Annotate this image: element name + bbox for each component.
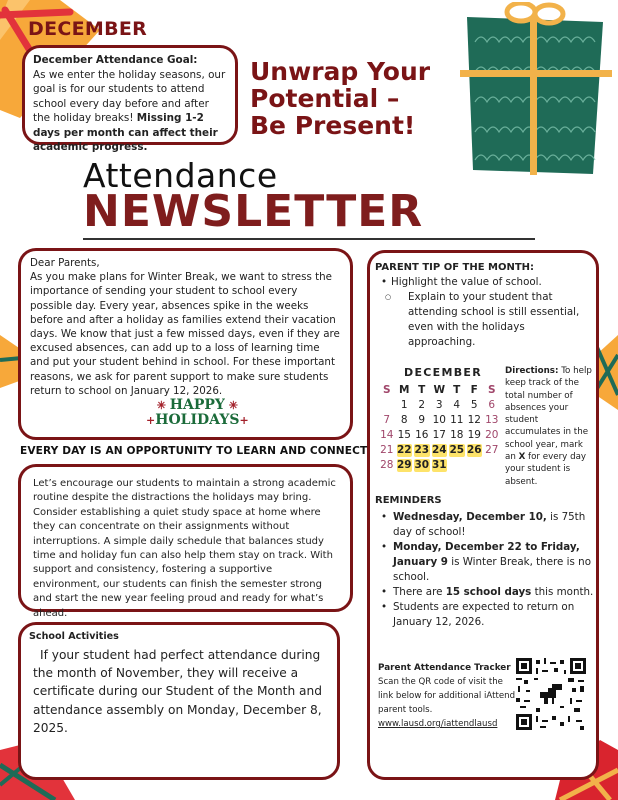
calendar-day-23[interactable]: 23 xyxy=(414,444,430,456)
goal-heading: December Attendance Goal: xyxy=(33,54,198,66)
reminder-item: • There are 15 school days this month. xyxy=(393,585,595,600)
reminders-heading: REMINDERS xyxy=(375,495,442,506)
calendar-day-6[interactable]: 6 xyxy=(488,399,496,411)
calendar-day-header: S xyxy=(382,384,391,396)
sparkle-icon: + xyxy=(239,414,249,427)
calendar-empty-cell xyxy=(378,398,396,413)
parent-tip-list xyxy=(375,275,591,290)
calendar-day-13[interactable]: 13 xyxy=(485,414,499,426)
calendar-day-26[interactable]: 26 xyxy=(466,444,482,456)
calendar-day-20[interactable]: 20 xyxy=(485,429,499,441)
section-heading-every-day: EVERY DAY IS AN OPPORTUNITY TO LEARN AND CONNECT xyxy=(20,445,368,457)
school-activities-box xyxy=(18,622,340,780)
title-divider xyxy=(83,238,535,240)
calendar-empty-cell xyxy=(483,458,501,473)
calendar-day-4[interactable]: 4 xyxy=(453,399,461,411)
goal-body: As we enter the holiday seasons, our goal is for our students to attend school every day before and after the holiday breaks! xyxy=(33,68,226,124)
parent-letter-box xyxy=(18,248,353,440)
absence-calendar xyxy=(378,365,508,473)
calendar-day-header: M xyxy=(399,384,410,396)
tracker-body: Scan the QR code of visit the link below for additional iAttend parent tools. xyxy=(378,677,516,715)
calendar-day-27[interactable]: 27 xyxy=(485,444,499,456)
calendar-day-8[interactable]: 8 xyxy=(400,414,408,426)
reminders-section xyxy=(375,493,595,630)
tracker-heading: Parent Attendance Tracker xyxy=(378,663,511,673)
calendar-day-9[interactable]: 9 xyxy=(418,414,426,426)
reminders-list xyxy=(375,510,595,630)
sparkle-icon: ✳ xyxy=(224,399,238,412)
calendar-day-5[interactable]: 5 xyxy=(470,399,478,411)
activities-body: If your student had perfect attendance during the month of November, they will receive a certificate during our Student of the Month and attendance assembly on Monday, December 8, 2025. xyxy=(33,648,322,735)
reminder-item: • Wednesday, December 10, is 75th day of school! xyxy=(393,510,595,540)
tagline: Unwrap Your Potential – Be Present! xyxy=(250,57,431,140)
parent-tip-subitem: ○ Explain to your student that attending school is still essential, even with the holidays approaching. xyxy=(375,290,591,350)
reminder-item: • Monday, December 22 to Friday, January 9 is Winter Break, there is no school. xyxy=(393,540,595,585)
right-column-box xyxy=(367,250,599,780)
gift-decoration-top-right xyxy=(455,2,615,177)
calendar-day-22[interactable]: 22 xyxy=(396,444,412,456)
parent-tip-heading: PARENT TIP OF THE MONTH: xyxy=(375,262,535,273)
calendar-day-header: T xyxy=(418,384,426,396)
calendar-day-21[interactable]: 21 xyxy=(380,444,394,456)
attendance-goal-box xyxy=(22,45,238,153)
newsletter-title-line1: Attendance xyxy=(83,156,278,195)
calendar-day-14[interactable]: 14 xyxy=(380,429,394,441)
calendar-day-19[interactable]: 19 xyxy=(467,429,481,441)
calendar-day-header: S xyxy=(487,384,496,396)
calendar-day-17[interactable]: 17 xyxy=(432,429,446,441)
calendar-day-31[interactable]: 31 xyxy=(431,459,447,471)
letter-greeting: Dear Parents, xyxy=(30,257,100,269)
calendar-title: DECEMBER xyxy=(404,366,482,379)
calendar-day-16[interactable]: 16 xyxy=(415,429,429,441)
every-day-body: Let’s encourage our students to maintain a strong academic routine despite the distractions the holidays may bring. Consider establishing a quiet study space at home where they can concentrate on their assignments without interruptions. A simple daily schedule that balances study time and holiday fun can also help them stay on track. With support and consistency, fostering a supportive environment, our students can finish the semester strong and start the new year feeling proud and ready for what’s ahead. xyxy=(33,478,336,619)
calendar-day-24[interactable]: 24 xyxy=(431,444,447,456)
calendar-day-10[interactable]: 10 xyxy=(432,414,446,426)
calendar-day-2[interactable]: 2 xyxy=(418,399,426,411)
calendar-day-25[interactable]: 25 xyxy=(449,444,465,456)
tracker-link[interactable]: www.lausd.org/iattendlausd xyxy=(378,719,498,729)
parent-tip-item: • Highlight the value of school. xyxy=(391,275,591,290)
calendar-day-18[interactable]: 18 xyxy=(450,429,464,441)
reminder-item: • Students are expected to return on January 12, 2026. xyxy=(393,600,595,630)
every-day-box xyxy=(18,464,353,619)
newsletter-title-line2: NEWSLETTER xyxy=(83,186,424,237)
calendar-day-15[interactable]: 15 xyxy=(397,429,411,441)
calendar-directions: Directions: To help keep track of the total number of absences your student accumulates in the school year, mark an X for every day your student is absent. xyxy=(505,366,592,487)
happy-holidays-badge: ✳ HAPPY ✳ +HOLIDAYS+ xyxy=(146,397,249,428)
calendar-day-28[interactable]: 28 xyxy=(380,459,394,471)
goal-emphasis: Missing 1-2 days per month can affect their academic progress. xyxy=(33,112,218,153)
calendar-day-header: F xyxy=(470,384,478,396)
calendar-day-29[interactable]: 29 xyxy=(396,459,412,471)
calendar-empty-cell xyxy=(466,458,484,473)
calendar-day-3[interactable]: 3 xyxy=(435,399,443,411)
attendance-tracker-section xyxy=(378,661,518,731)
calendar-day-header: W xyxy=(433,384,446,396)
letter-body: As you make plans for Winter Break, we want to stress the importance of sending your student to school every possible day. Every year, absences spike in the weeks before and after a holiday as families extend their vacation days. We know that just a few missed days, even if they are excused absences, can add up to a loss of learning time and put your student behind in school. For these important reasons, we ask for parent support to make sure students return to school on January 12, 2026. xyxy=(30,271,340,397)
activities-heading: School Activities xyxy=(29,631,119,642)
calendar-empty-cell xyxy=(448,458,466,473)
calendar-day-30[interactable]: 30 xyxy=(414,459,430,471)
calendar-day-7[interactable]: 7 xyxy=(383,414,391,426)
calendar-day-11[interactable]: 11 xyxy=(450,414,464,426)
month-title: DECEMBER xyxy=(28,18,148,40)
calendar-day-header: T xyxy=(453,384,461,396)
qr-code-icon[interactable] xyxy=(516,658,586,730)
calendar-day-1[interactable]: 1 xyxy=(400,399,408,411)
calendar-day-12[interactable]: 12 xyxy=(467,414,481,426)
gift-decoration-right-middle xyxy=(596,335,618,410)
sparkle-icon: ✳ xyxy=(156,399,170,412)
sparkle-icon: + xyxy=(146,414,156,427)
calendar-grid xyxy=(378,383,508,473)
